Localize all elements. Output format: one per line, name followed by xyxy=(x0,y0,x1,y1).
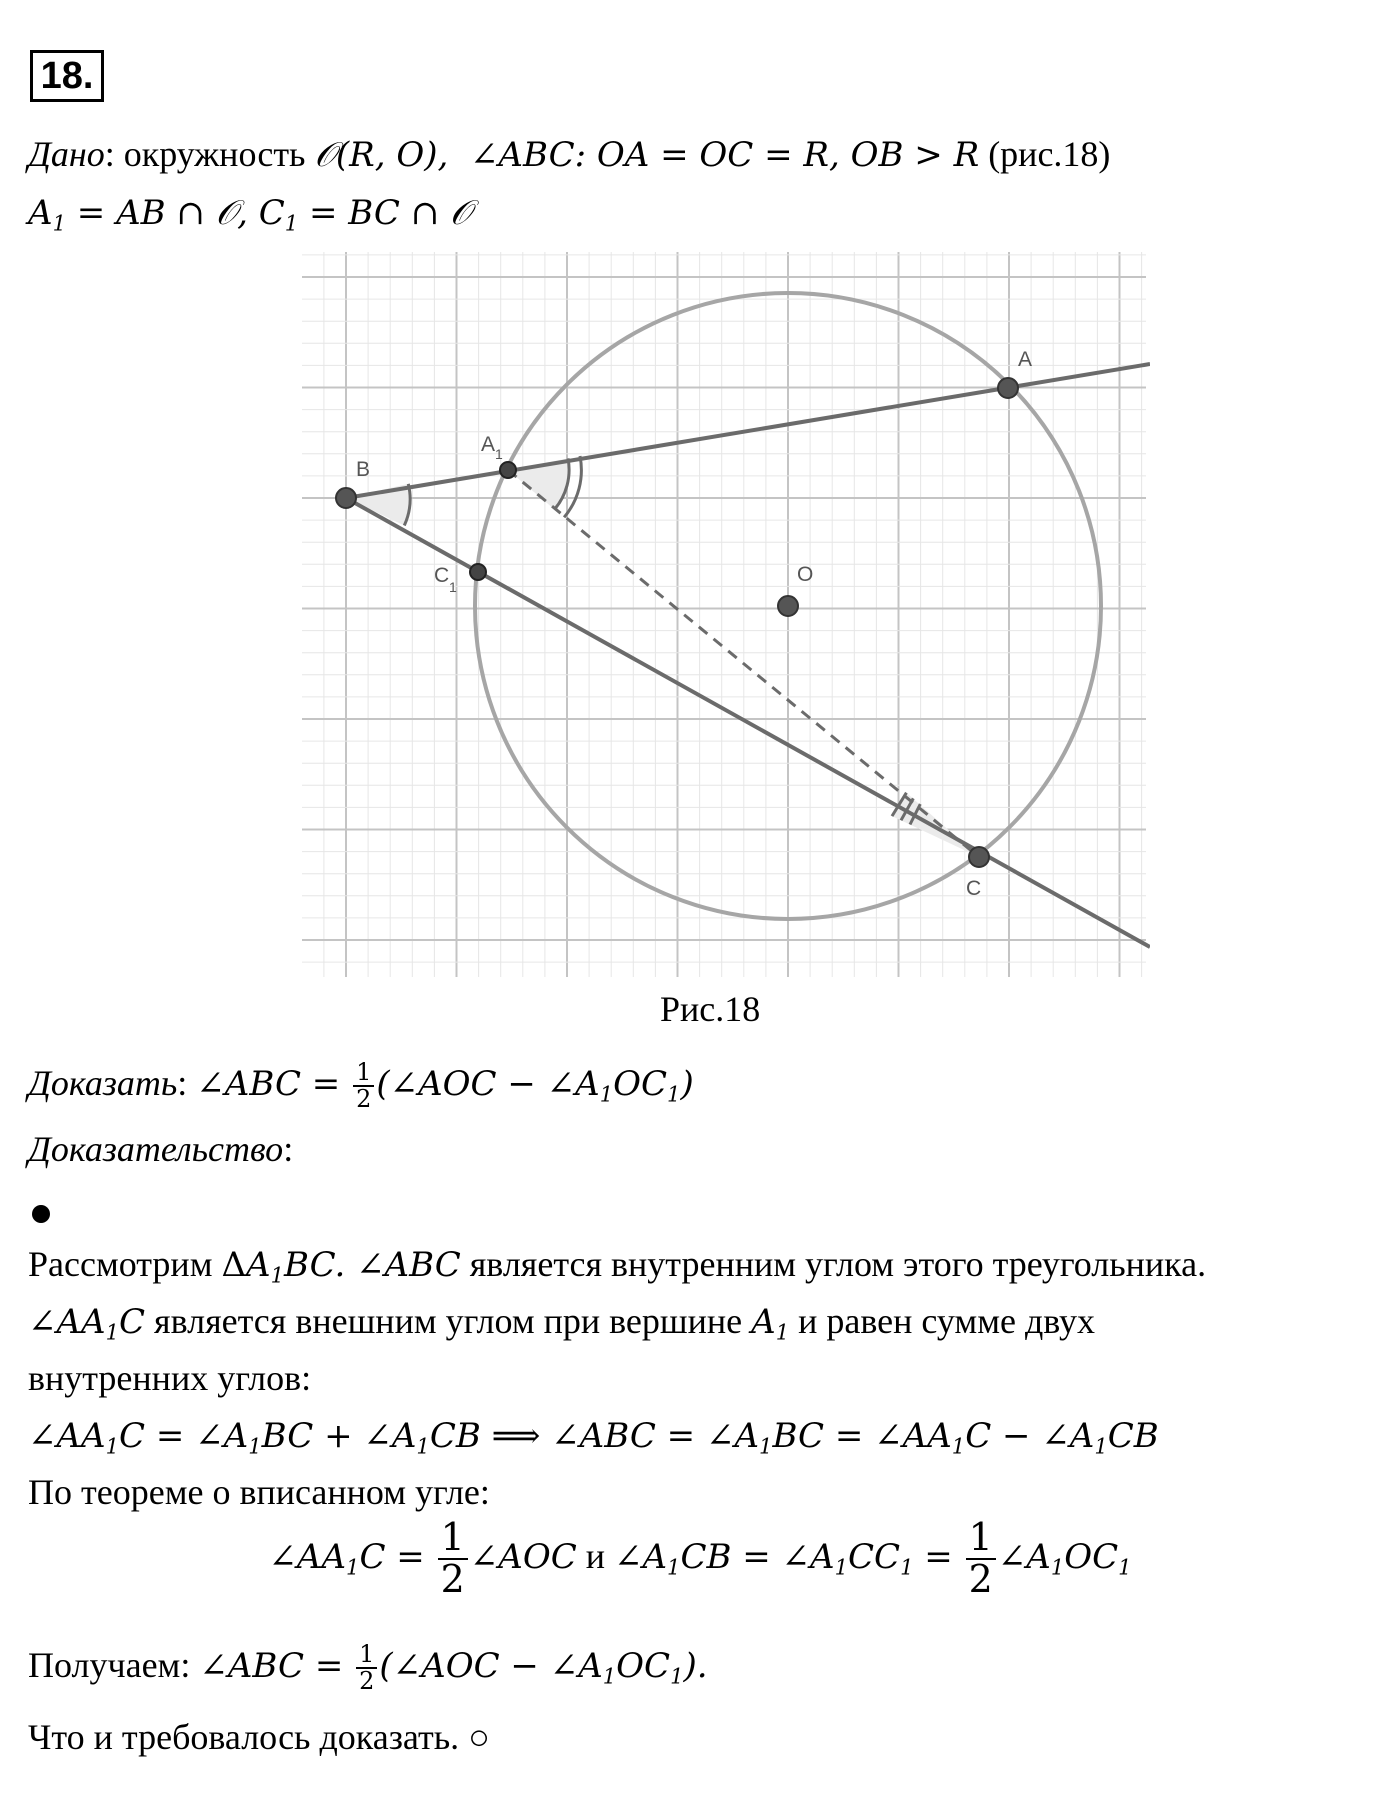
p1-start: Рассмотрим xyxy=(28,1244,222,1284)
formula-left: $\angle AA_1C$ = $\frac{1}{2}$ ∠AOC xyxy=(268,1515,577,1601)
given-line-2 xyxy=(28,190,471,235)
frac-den-4: 2 xyxy=(359,1667,375,1696)
proof-label: Доказательство xyxy=(28,1129,284,1169)
proof-line-5: По теореме о вписанном угле: xyxy=(28,1472,490,1512)
proof-line-2 xyxy=(28,1299,1095,1344)
geometry-figure xyxy=(290,240,1150,985)
given-label: Дано xyxy=(28,134,105,174)
p7-start: Получаем: xyxy=(28,1645,200,1686)
given-ref: (рис.18) xyxy=(988,134,1111,174)
label-b: B xyxy=(356,458,371,481)
point-c xyxy=(969,847,989,867)
point-b xyxy=(336,488,356,508)
proof-line-7 xyxy=(28,1642,708,1694)
frac-num-3: 1 xyxy=(966,1518,996,1560)
given-line-1 xyxy=(28,132,1110,177)
prove-line xyxy=(28,1060,694,1112)
point-a1 xyxy=(500,462,516,478)
equation-exterior-angle: $\angle AA_1C$ = $\angle A_1BC$ + $\angle A_1CB$ ⟹ ∠ABC = $\angle A_1BC$ = $\angle AA_1C$ − $\angle A_1CB$ xyxy=(28,1416,1159,1459)
point-o xyxy=(778,596,798,616)
vertex-a1: $A_1$ xyxy=(751,1302,790,1345)
frac-num-2: 1 xyxy=(438,1518,468,1560)
proof-line-1 xyxy=(28,1242,1206,1287)
label-a1: A xyxy=(481,433,496,456)
point-c1 xyxy=(470,564,486,580)
frac-den: 2 xyxy=(356,1085,372,1114)
formula-right: $\angle A_1CB$ = $\angle A_1CC_1$ = $\frac{1}{2}$ $\angle A_1OC_1$ xyxy=(613,1515,1132,1601)
frac-num-4: 1 xyxy=(356,1642,377,1669)
proof-colon: : xyxy=(283,1129,294,1169)
proof-line-8: Что и требовалось доказать. ○ xyxy=(28,1717,490,1757)
prove-colon: : xyxy=(177,1063,197,1104)
frac-den-2: 2 xyxy=(440,1556,465,1601)
label-c1: C xyxy=(434,564,450,587)
bullet xyxy=(32,1205,50,1223)
p1-mid: является внутренним углом этого треугольника. xyxy=(460,1244,1207,1284)
point-a xyxy=(998,378,1018,398)
label-o: O xyxy=(797,563,814,586)
proof-heading xyxy=(28,1127,293,1171)
p2-mid: является внешним углом при вершине xyxy=(145,1301,752,1341)
given-formula: 𝒪(R, O), ∠ABC: OA = OC = R, OB > R xyxy=(314,135,980,175)
ray-ba xyxy=(346,364,1150,498)
label-a1-sub: 1 xyxy=(495,446,503,462)
inscribed-angle-formula xyxy=(0,1515,1400,1601)
p6-and: и xyxy=(576,1535,614,1576)
label-c: C xyxy=(966,877,982,900)
prove-label: Доказать xyxy=(28,1063,178,1104)
result-formula: ∠ABC = $\frac{1}{2}$ (∠AOC − $\angle A_1OC_1$). xyxy=(199,1640,708,1696)
given-formula-2: $A_1$ = AB ∩ 𝒪, $C_1$ = BC ∩ 𝒪 xyxy=(28,193,472,236)
label-c1-sub: 1 xyxy=(449,579,457,595)
proof-line-3: внутренних углов: xyxy=(28,1358,312,1398)
ray-bc xyxy=(346,498,1150,947)
label-a: A xyxy=(1018,348,1033,371)
frac-num: 1 xyxy=(353,1060,374,1087)
proof-line-4 xyxy=(28,1413,1159,1458)
triangle-a1bc: $\Delta A_1BC$. ∠ABC xyxy=(221,1245,461,1288)
prove-formula: ∠ABC = $\frac{1}{2}$ (∠AOC − $\angle A_1OC_1$) xyxy=(196,1058,694,1114)
p2-end: и равен сумме двух xyxy=(789,1301,1096,1341)
figure-caption: Рис.18 xyxy=(660,989,761,1029)
angle-aa1c: $\angle AA_1C$ xyxy=(28,1302,146,1345)
given-text: : окружность xyxy=(104,134,315,174)
frac-den-3: 2 xyxy=(968,1556,993,1601)
problem-number: 18. xyxy=(30,50,104,102)
